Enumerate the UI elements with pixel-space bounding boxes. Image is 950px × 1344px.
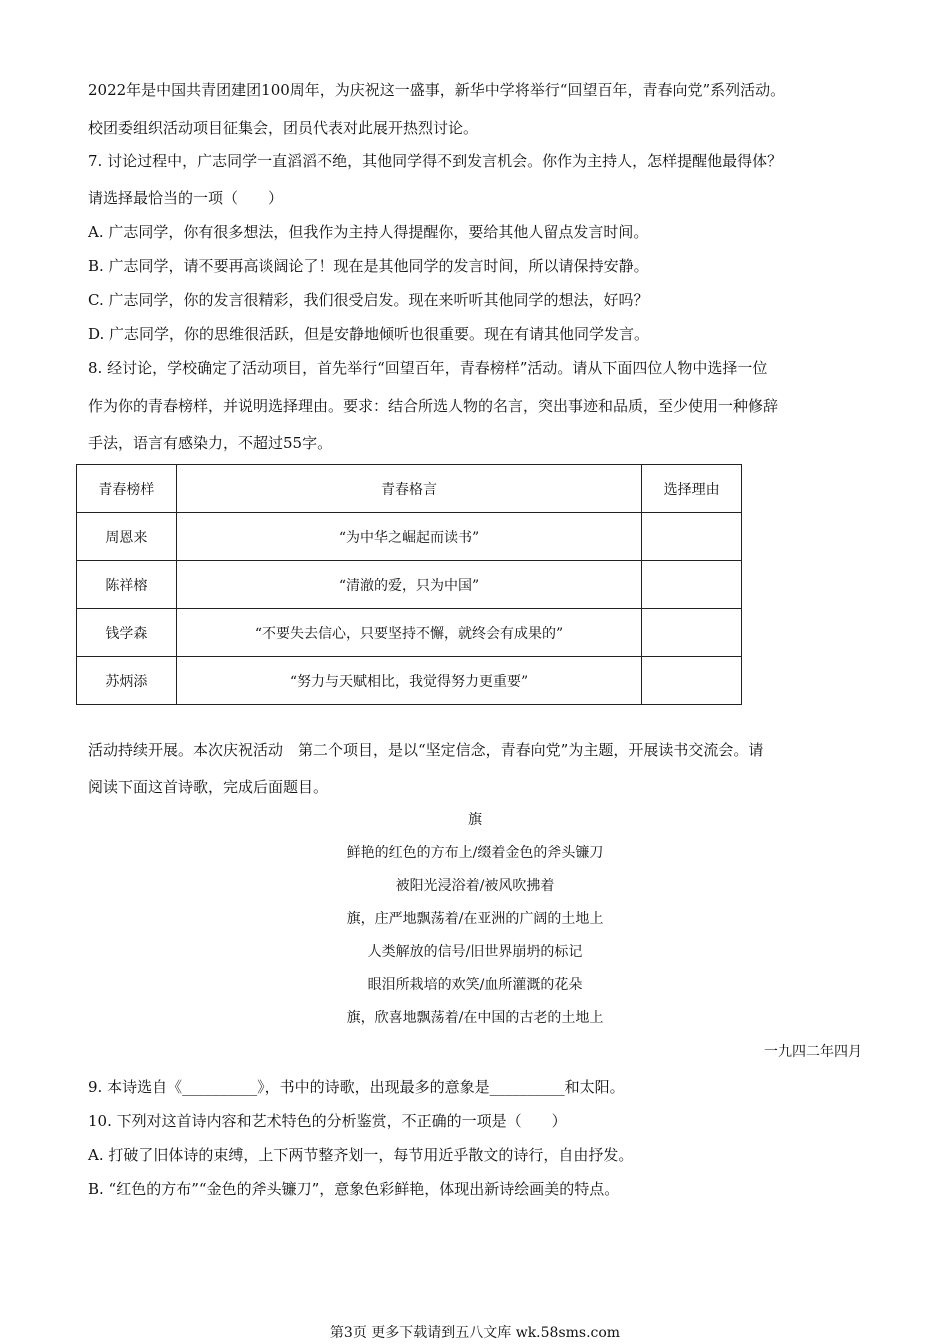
q7-option-d: D. 广志同学，你的思维很活跃，但是安静地倾听也很重要。现在有请其他同学发言。 — [88, 325, 650, 343]
person-name: 周恩来 — [77, 513, 177, 561]
reason-cell[interactable] — [642, 657, 742, 705]
reason-cell[interactable] — [642, 609, 742, 657]
table-row — [77, 513, 742, 561]
q7-option-a: A. 广志同学，你有很多想法，但我作为主持人得提醒你，要给其他人留点发言时间。 — [88, 223, 649, 241]
person-name: 苏炳添 — [77, 657, 177, 705]
person-motto: “不要失去信心，只要坚持不懈，就终会有成果的” — [176, 609, 642, 657]
q9-stem: 9. 本诗选自《__________》，书中的诗歌，出现最多的意象是__________和太阳。 — [88, 1078, 625, 1096]
reason-cell[interactable] — [642, 561, 742, 609]
q10-stem: 10. 下列对这首诗内容和艺术特色的分析鉴赏，不正确的一项是（ ） — [88, 1112, 567, 1130]
person-name: 钱学森 — [77, 609, 177, 657]
intro-line-2: 校团委组织活动项目征集会，团员代表对此展开热烈讨论。 — [88, 119, 479, 137]
q8-stem-3: 手法，语言有感染力，不超过55字。 — [88, 434, 333, 452]
q7-option-b: B. 广志同学，请不要再高谈阔论了！现在是其他同学的发言时间，所以请保持安静。 — [88, 257, 649, 275]
person-motto: “努力与天赋相比，我觉得努力更重要” — [176, 657, 642, 705]
q8-stem-2: 作为你的青春榜样，并说明选择理由。要求：结合所选人物的名言，突出事迹和品质，至少使用一种修辞 — [88, 397, 779, 415]
poem-line: 被阳光浸浴着/被风吹拂着 — [395, 878, 555, 894]
table-header-row — [77, 465, 742, 513]
q10-option-a: A. 打破了旧体诗的束缚，上下两节整齐划一，每节用近乎散文的诗行，自由抒发。 — [88, 1146, 634, 1164]
header-motto: 青春格言 — [176, 465, 642, 513]
intro-line-1: 2022年是中国共青团建团100周年，为庆祝这一盛事，新华中学将举行“回望百年，青春向党”系列活动。 — [88, 81, 786, 99]
reason-cell[interactable] — [642, 513, 742, 561]
page-footer: 第3页 更多下载请到五八文库 wk.58sms.com — [329, 1325, 621, 1341]
activity-line-1: 活动持续开展。本次庆祝活动 第二个项目，是以“坚定信念，青春向党”为主题，开展读书交流会。请 — [88, 741, 764, 759]
q7-stem-2: 请选择最恰当的一项（ ） — [88, 189, 284, 207]
header-role-model: 青春榜样 — [77, 465, 177, 513]
activity-line-2: 阅读下面这首诗歌，完成后面题目。 — [88, 778, 329, 796]
poem-date: 一九四二年四月 — [764, 1044, 862, 1060]
table-row — [77, 609, 742, 657]
q8-stem-1: 8. 经讨论，学校确定了活动项目，首先举行“回望百年，青春榜样”活动。请从下面四位人物中选择一位 — [88, 359, 768, 377]
person-motto: “为中华之崛起而读书” — [176, 513, 642, 561]
header-reason: 选择理由 — [642, 465, 742, 513]
q10-option-b: B. “红色的方布”“金色的斧头镰刀”，意象色彩鲜艳，体现出新诗绘画美的特点。 — [88, 1180, 620, 1198]
poem-line: 旗，庄严地飘荡着/在亚洲的广阔的土地上 — [346, 911, 604, 927]
table-row — [77, 657, 742, 705]
person-motto: “清澈的爱，只为中国” — [176, 561, 642, 609]
poem-line: 人类解放的信号/旧世界崩坍的标记 — [367, 944, 583, 960]
table-row — [77, 561, 742, 609]
poem-line: 旗，欣喜地飘荡着/在中国的古老的土地上 — [346, 1010, 604, 1026]
poem-title: 旗 — [468, 812, 482, 828]
q7-stem-1: 7. 讨论过程中，广志同学一直滔滔不绝，其他同学得不到发言机会。你作为主持人，怎样提醒他最得体？ — [88, 152, 783, 170]
person-name: 陈祥榕 — [77, 561, 177, 609]
role-model-table — [76, 464, 742, 705]
poem-line: 眼泪所栽培的欢笑/血所灌溉的花朵 — [367, 977, 583, 993]
q7-option-c: C. 广志同学，你的发言很精彩，我们很受启发。现在来听听其他同学的想法，好吗？ — [88, 291, 649, 309]
poem-line: 鲜艳的红色的方布上/缀着金色的斧头镰刀 — [346, 845, 604, 861]
